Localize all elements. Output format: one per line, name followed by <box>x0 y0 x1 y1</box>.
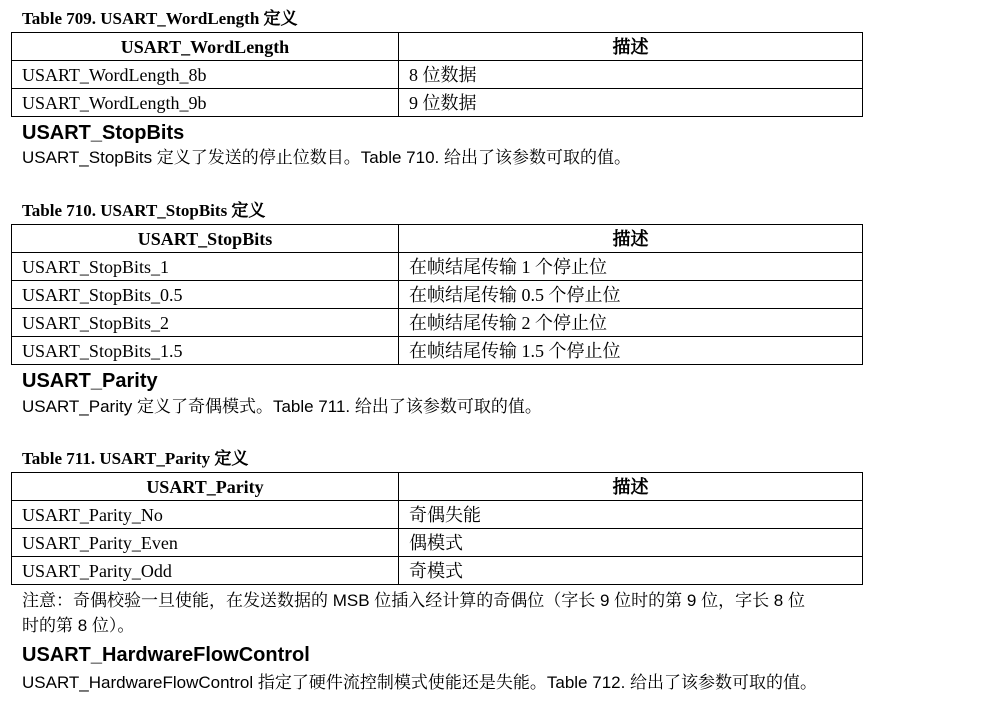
section-heading-parity: USART_Parity <box>22 370 158 392</box>
column-header-description: 描述 <box>399 225 863 253</box>
table-cell-value: USART_WordLength_8b <box>12 61 399 89</box>
section-heading-hardware-flow-control: USART_HardwareFlowControl <box>22 644 310 666</box>
table-cell-description: 在帧结尾传输 1 个停止位 <box>399 253 863 281</box>
table-cell-description: 9 位数据 <box>399 89 863 117</box>
table-cell-description: 在帧结尾传输 0.5 个停止位 <box>399 281 863 309</box>
table-row <box>12 89 863 117</box>
table-cell-value: USART_StopBits_2 <box>12 309 399 337</box>
stopbits-description: USART_StopBits 定义了发送的停止位数目。Table 710. 给出了该参数可取的值。 <box>22 148 631 167</box>
parity-note-line-2: 时的第 8 位）。 <box>22 616 135 635</box>
table-cell-value: USART_Parity_No <box>12 501 399 529</box>
table-cell-value: USART_Parity_Odd <box>12 557 399 585</box>
table-cell-description: 在帧结尾传输 2 个停止位 <box>399 309 863 337</box>
table-711-caption: Table 711. USART_Parity 定义 <box>22 449 249 468</box>
parity-note-line-1: 注意：奇偶校验一旦使能，在发送数据的 MSB 位插入经计算的奇偶位（字长 9 位时的第 9 位，字长 8 位 <box>22 591 805 610</box>
table-cell-description: 奇模式 <box>399 557 863 585</box>
table-row <box>12 557 863 585</box>
column-header-description: 描述 <box>399 33 863 61</box>
column-header-description: 描述 <box>399 473 863 501</box>
column-header-word-length: USART_WordLength <box>12 33 399 61</box>
table-710-caption: Table 710. USART_StopBits 定义 <box>22 201 266 220</box>
table-cell-value: USART_StopBits_1.5 <box>12 337 399 365</box>
table-cell-description: 奇偶失能 <box>399 501 863 529</box>
table-709-caption: Table 709. USART_WordLength 定义 <box>22 9 298 28</box>
table-cell-value: USART_StopBits_1 <box>12 253 399 281</box>
table-cell-value: USART_StopBits_0.5 <box>12 281 399 309</box>
table-710 <box>11 224 863 365</box>
column-header-stopbits: USART_StopBits <box>12 225 399 253</box>
table-cell-description: 8 位数据 <box>399 61 863 89</box>
table-row <box>12 281 863 309</box>
table-row <box>12 529 863 557</box>
parity-description: USART_Parity 定义了奇偶模式。Table 711. 给出了该参数可取的值。 <box>22 397 542 416</box>
table-cell-description: 偶模式 <box>399 529 863 557</box>
table-cell-description: 在帧结尾传输 1.5 个停止位 <box>399 337 863 365</box>
table-row <box>12 253 863 281</box>
hardware-flow-control-description: USART_HardwareFlowControl 指定了硬件流控制模式使能还是失能。Table 712. 给出了该参数可取的值。 <box>22 673 818 692</box>
section-heading-stopbits: USART_StopBits <box>22 122 185 144</box>
table-row <box>12 61 863 89</box>
table-cell-value: USART_Parity_Even <box>12 529 399 557</box>
table-row <box>12 337 863 365</box>
table-row <box>12 501 863 529</box>
table-cell-value: USART_WordLength_9b <box>12 89 399 117</box>
table-header-row <box>12 473 863 501</box>
table-header-row <box>12 225 863 253</box>
table-row <box>12 309 863 337</box>
column-header-parity: USART_Parity <box>12 473 399 501</box>
table-709 <box>11 32 863 117</box>
table-711 <box>11 472 863 585</box>
table-header-row <box>12 33 863 61</box>
